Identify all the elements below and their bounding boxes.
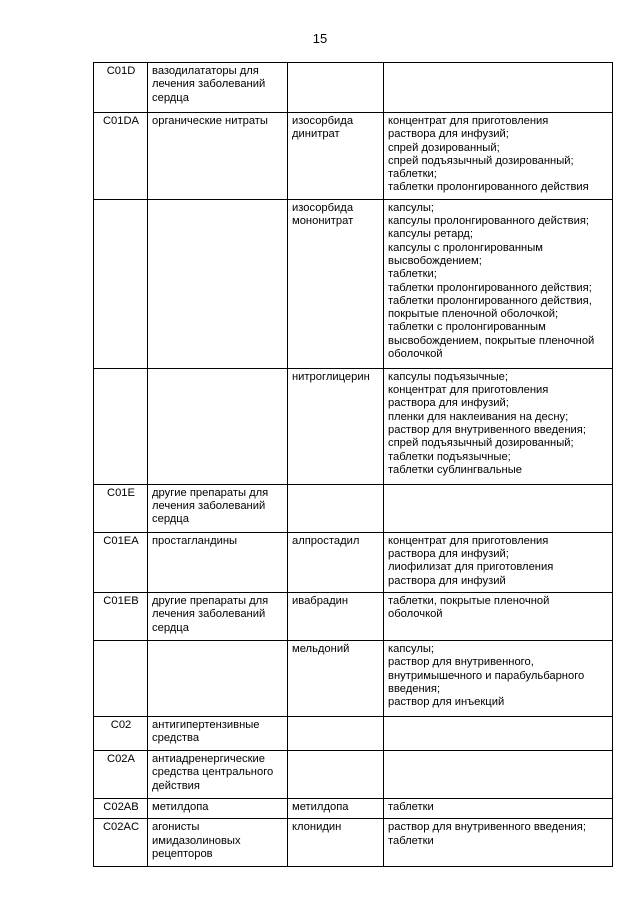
drug-name-cell bbox=[288, 750, 384, 798]
drug-classification-table bbox=[93, 62, 613, 867]
drug-name-cell bbox=[288, 63, 384, 113]
atc-code-cell: C02A bbox=[94, 750, 148, 798]
drug-name-cell: изосорбида динитрат bbox=[288, 113, 384, 200]
pharmacological-group-cell bbox=[148, 368, 288, 484]
table-row bbox=[94, 819, 613, 867]
pharmacological-group-cell: агонисты имидазолиновых рецепторов bbox=[148, 819, 288, 867]
dosage-forms-cell: концентрат для приготовления раствора для инфузий; лиофилизат для приготовления раствора для инфузий bbox=[384, 532, 613, 592]
drug-name-cell: изосорбида мононитрат bbox=[288, 199, 384, 368]
atc-code-cell bbox=[94, 640, 148, 716]
drug-name-cell: нитроглицерин bbox=[288, 368, 384, 484]
dosage-forms-cell: концентрат для приготовления раствора для инфузий; спрей дозированный; спрей подъязычный дозированный; таблетки; таблетки пролонгированного действия bbox=[384, 113, 613, 200]
drug-name-cell bbox=[288, 484, 384, 532]
dosage-forms-cell bbox=[384, 63, 613, 113]
table-row bbox=[94, 798, 613, 818]
table-row bbox=[94, 640, 613, 716]
table-row bbox=[94, 113, 613, 200]
atc-code-cell: C02 bbox=[94, 716, 148, 750]
pharmacological-group-cell bbox=[148, 640, 288, 716]
drug-name-cell bbox=[288, 716, 384, 750]
pharmacological-group-cell: другие препараты для лечения заболеваний сердца bbox=[148, 592, 288, 640]
page-number: 15 bbox=[312, 31, 328, 46]
drug-name-cell: клонидин bbox=[288, 819, 384, 867]
table-row bbox=[94, 199, 613, 368]
dosage-forms-cell: капсулы; капсулы пролонгированного действия; капсулы ретард; капсулы с пролонгированным высвобождением; таблетки; таблетки пролонгированного действия; таблетки пролонгированного действия, покрытые пленочной оболочкой; таблетки с пролонгированным высвобождением, покрытые пленочной оболочкой bbox=[384, 199, 613, 368]
pharmacological-group-cell: простагландины bbox=[148, 532, 288, 592]
pharmacological-group-cell: метилдопа bbox=[148, 798, 288, 818]
atc-code-cell bbox=[94, 368, 148, 484]
atc-code-cell: C01D bbox=[94, 63, 148, 113]
atc-code-cell: C01E bbox=[94, 484, 148, 532]
dosage-forms-cell bbox=[384, 716, 613, 750]
dosage-forms-cell: капсулы; раствор для внутривенного, внутримышечного и парабульбарного введения; раствор для инъекций bbox=[384, 640, 613, 716]
pharmacological-group-cell: антигипертензивные средства bbox=[148, 716, 288, 750]
dosage-forms-cell: капсулы подъязычные; концентрат для приготовления раствора для инфузий; пленки для наклеивания на десну; раствор для внутривенного введения; спрей подъязычный дозированный; таблетки подъязычные; таблетки сублингвальные bbox=[384, 368, 613, 484]
atc-code-cell: C01DA bbox=[94, 113, 148, 200]
pharmacological-group-cell: вазодилататоры для лечения заболеваний сердца bbox=[148, 63, 288, 113]
atc-code-cell: C02AB bbox=[94, 798, 148, 818]
atc-code-cell: C02AC bbox=[94, 819, 148, 867]
atc-code-cell: C01EA bbox=[94, 532, 148, 592]
table-row bbox=[94, 716, 613, 750]
dosage-forms-cell: таблетки bbox=[384, 798, 613, 818]
drug-name-cell: метилдопа bbox=[288, 798, 384, 818]
pharmacological-group-cell bbox=[148, 199, 288, 368]
table-row bbox=[94, 532, 613, 592]
drug-name-cell: ивабрадин bbox=[288, 592, 384, 640]
pharmacological-group-cell: антиадренергические средства центрального действия bbox=[148, 750, 288, 798]
drug-name-cell: мельдоний bbox=[288, 640, 384, 716]
table-row bbox=[94, 368, 613, 484]
pharmacological-group-cell: другие препараты для лечения заболеваний сердца bbox=[148, 484, 288, 532]
atc-code-cell bbox=[94, 199, 148, 368]
table-row bbox=[94, 592, 613, 640]
table-row bbox=[94, 484, 613, 532]
atc-code-cell: C01EB bbox=[94, 592, 148, 640]
drug-name-cell: алпростадил bbox=[288, 532, 384, 592]
dosage-forms-cell: раствор для внутривенного введения; таблетки bbox=[384, 819, 613, 867]
table-row bbox=[94, 750, 613, 798]
table-row bbox=[94, 63, 613, 113]
dosage-forms-cell bbox=[384, 484, 613, 532]
dosage-forms-cell bbox=[384, 750, 613, 798]
pharmacological-group-cell: органические нитраты bbox=[148, 113, 288, 200]
dosage-forms-cell: таблетки, покрытые пленочной оболочкой bbox=[384, 592, 613, 640]
